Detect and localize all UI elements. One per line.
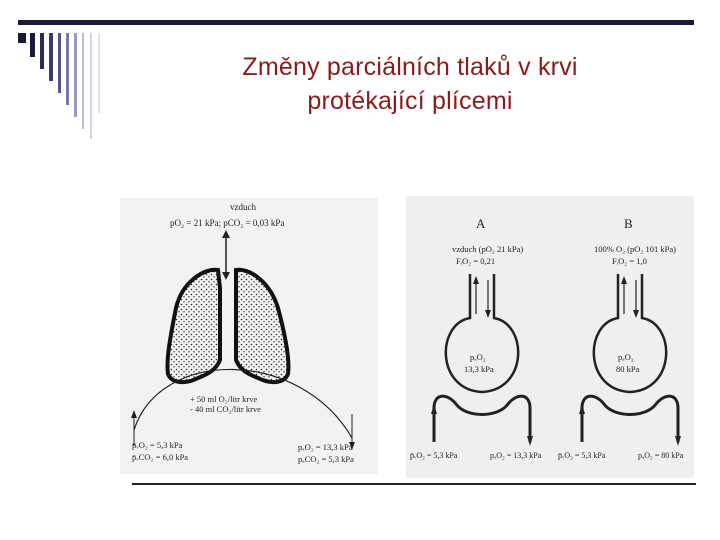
- panel-a-alveolus: [446, 274, 518, 392]
- decor-bar: [40, 33, 44, 69]
- decor-bar: [18, 33, 26, 43]
- arrow-head-up: [222, 230, 230, 238]
- arterial-co2-label: pₐCO₂ = 5,3 kPa: [298, 454, 354, 464]
- header-rule: [18, 20, 694, 25]
- venous-arrow-head: [131, 410, 137, 418]
- decor-bar: [98, 33, 100, 113]
- left-lung: [167, 270, 220, 382]
- exchange-o2-label: + 50 ml O₂/litr krve: [190, 394, 258, 404]
- arrow-head-down: [222, 272, 230, 280]
- panel-b-letter: B: [624, 216, 633, 231]
- title-line-1: Změny parciálních tlaků v krvi: [242, 53, 578, 81]
- decor-bar: [49, 33, 53, 81]
- slide-title: [150, 50, 670, 118]
- lungs-diagram: [120, 198, 378, 474]
- alveolus-diagram: [406, 196, 694, 478]
- air-label: vzduch: [230, 202, 256, 212]
- panel-b-in-arrow-head: [621, 276, 627, 284]
- decor-bar: [58, 33, 61, 93]
- decor-bar: [30, 33, 35, 57]
- panel-b-alveolar-value: 80 kPa: [616, 364, 640, 374]
- panel-b-venous-label: p̄ᵥO₂ = 5,3 kPa: [558, 451, 606, 460]
- lungs-figure: [120, 198, 378, 474]
- panel-a-alveolar-value: 13,3 kPa: [464, 364, 494, 374]
- panel-a-in-arrow-head: [473, 276, 479, 284]
- panel-a-out-arrow-head: [485, 310, 491, 318]
- decor-bar: [90, 33, 92, 139]
- panel-a-cap-arrow-out: [527, 436, 533, 446]
- title-line-2: protékající plícemi: [307, 87, 513, 115]
- panel-b-cap-arrow-out: [675, 436, 681, 446]
- panel-b-gas-line1: 100% O₂ (pO₂ 101 kPa): [594, 244, 676, 254]
- panel-a-capillary: [434, 396, 530, 442]
- panel-b-out-arrow-head: [633, 310, 639, 318]
- decor-bar: [66, 33, 69, 105]
- arterial-o2-label: pₐO₂ = 13,3 kPa: [298, 442, 353, 452]
- alveolus-figure: [406, 196, 694, 478]
- decor-bar: [74, 33, 77, 117]
- panel-a-arterial-label: pₐO₂ = 13,3 kPa: [490, 451, 542, 460]
- panel-b-capillary: [582, 396, 678, 442]
- decor-bar: [82, 33, 84, 129]
- footer-rule: [132, 483, 696, 485]
- air-pressures-label: pO₂ = 21 kPa; pCO₂ = 0,03 kPa: [170, 218, 285, 228]
- panel-b-gas-line2: FᵢO₂ = 1,0: [612, 256, 647, 266]
- panel-a-cap-arrow-in: [431, 404, 437, 414]
- panel-a-letter: A: [476, 216, 486, 231]
- panel-b-alveolar-label: pₐO₂: [618, 352, 634, 362]
- panel-b-arterial-label: pₐO₂ = 80 kPa: [638, 451, 684, 460]
- panel-b-cap-arrow-in: [579, 404, 585, 414]
- panel-a-alveolar-label: pₐO₂: [470, 352, 486, 362]
- panel-a-gas-line2: FᵢO₂ = 0,21: [456, 256, 496, 266]
- right-lung: [236, 270, 289, 382]
- panel-b-alveolus: [594, 274, 666, 392]
- panel-a-gas-line1: vzduch (pO₂ 21 kPa): [452, 244, 524, 254]
- panel-a-venous-label: p̄ᵥO₂ = 5,3 kPa: [410, 451, 458, 460]
- venous-o2-label: p̄ᵥO₂ = 5,3 kPa: [132, 440, 183, 450]
- exchange-co2-label: - 40 ml CO₂/litr krve: [190, 404, 261, 414]
- venous-co2-label: p̄ᵥCO₂ = 6,0 kPa: [132, 452, 189, 462]
